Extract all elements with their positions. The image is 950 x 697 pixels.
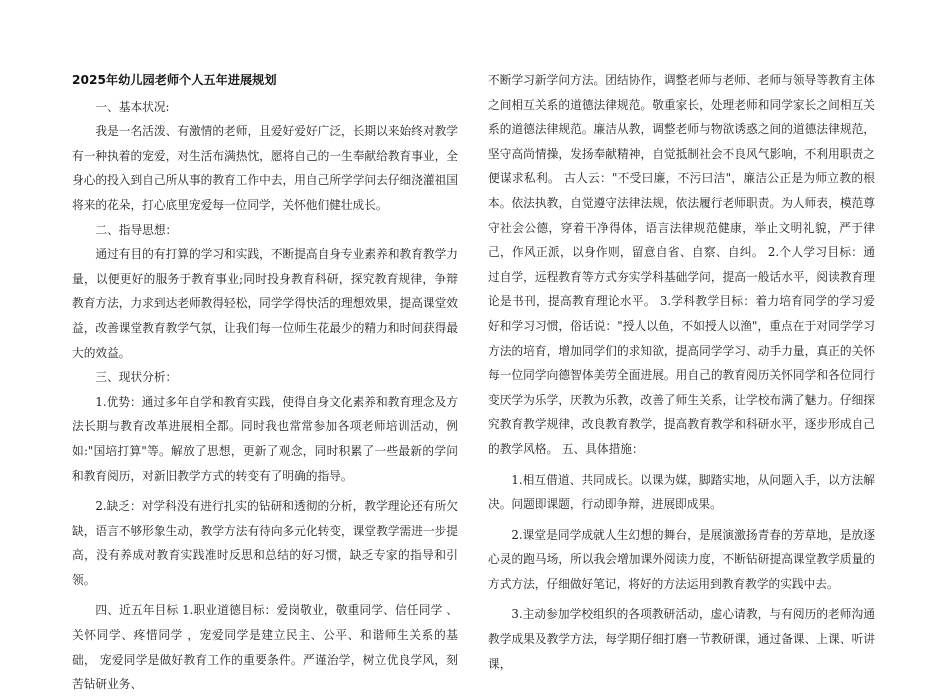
right-column xyxy=(488,68,875,676)
paragraph-basic-situation: 我是一名活泼、有激情的老师，且爱好爱好广泛，长期以来始终对教学有一种执着的宠爱，对生活布满热忱，愿将自己的一生奉献给教育事业，全身心的投入到自己所从事的教育工作中去，用自己所学学问去仔细浇灌祖国将来的花朵，打心底里宠爱每一位同学，关怀他们健壮成长。 xyxy=(72,124,458,212)
paragraph-five-year-goals: 四、近五年目标 1.职业道德目标：爱岗敬业，敬重同学、信任同学 、关怀同学、疼惜同学 ，宠爱同学是建立民主、公平、和谐师生关系的基础， 宠爱同学是做好教育工作的重要条件。严谨治学，树立优良学风，刻苦钻研业务、 xyxy=(72,603,458,692)
section-heading-status-analysis: 三、现状分析： xyxy=(95,370,178,385)
paragraph-guiding-thought: 通过有目的有打算的学习和实践，不断提高自身专业素养和教育教学力量，以便更好的服务于教育事业;同时投身教育科研，探究教育规律，争辩教育方法，力求到达老师教得轻松，同学学得快活的理想效果，提高课堂效益，改善课堂教育教学气氛，让我们每一位师生花最少的精力和时间获得最大的效益。 xyxy=(72,247,458,360)
paragraph-shortcomings: 2.缺乏：对学科没有进行扎实的钻研和透彻的分析，教学理论还有所欠缺，语言不够形象生动，教学方法有待向多元化转变，课堂教学需进一步提高，没有养成对教育实践准时反思和总结的好习惯，缺乏专家的指导和引领。 xyxy=(72,499,458,587)
section-heading-basic-situation: 一、基本状况: xyxy=(95,99,170,114)
paragraph-goals-continued: 不断学习新学问方法。团结协作，调整老师与老师、老师与领导等教育主体之间相互关系的道德法律规范。敬重家长，处理老师和同学家长之间相互关系的道德法律规范。廉洁从教，调整老师与物欲诱惑之间的道德法律规范，坚守高尚情操，发扬奉献精神，自觉抵制社会不良风气影响，不利用职责之便谋求私利。 古人云："不受曰廉，不污曰洁"，廉洁公正是为师立教的根本。依法执教，自觉遵守法律法规，依法履行老师职责。为人师表，模范尊守社会公德，穿着干净得体，语言法律规范健康，举止文明礼貌，严于律己，作风正派，以身作则，留意自省、自察、自纠。 2.个人学习目标：通过自学，远程教育等方式夯实学科基础学问，提高一般话水平，阅读教育理论是书刊，提高教育理论水平。 3.学科教学目标：着力培育同学的学习爱好和学习习惯，俗话说："授人以鱼，不如授人以渔"，重点在于对同学学习方法的培育，增加同学们的求知欲，提高同学学习、动手力量，真正的关怀每一位同学向德智体美劳全面进展。用自己的教育阅历关怀同学和各位同行变厌学为乐学，厌教为乐教，改善了师生关系，让学校布满了魅力。仔细探究教育教学规律，改良教育教学，提高教育教学和科研水平，逐步形成自己的教学风格。 五、具体措施： xyxy=(488,73,875,456)
paragraph-measure-3: 3.主动参加学校组织的各项教研活动，虚心请教，与有阅历的老师沟通教学成果及教学方法，每学期仔细打磨一节教研课，通过备课、上课、听讲课， xyxy=(488,607,875,671)
paragraph-measure-1: 1.相互借道、共同成长。以课为媒，脚踏实地，从问题入手，以方法解决。问题即课题，行动即争辩，进展即成果。 xyxy=(488,472,875,512)
section-heading-guiding-thought: 二、指导思想： xyxy=(95,222,178,237)
document-title: 2025年幼儿园老师个人五年进展规划 xyxy=(72,73,277,87)
left-column xyxy=(72,68,458,697)
paragraph-advantages: 1.优势：通过多年自学和教育实践，使得自身文化素养和教育理念及方法长期与教育改革进展相全都。同时我也常常参加各项老师培训活动，例如:"国培打算"等。解放了思想，更新了观念，同时积累了一些最新的学问和教育阅历，对新旧教学方式的转变有了明确的指导。 xyxy=(72,394,458,483)
paragraph-measure-2: 2.课堂是同学成就人生幻想的舞台，是展演激扬青春的芳草地，是放逐心灵的跑马场，所以我会增加课外阅读力度，不断钻研提高课堂教学质量的方式方法，仔细做好笔记，将好的方法运用到教育教学的实践中去。 xyxy=(488,527,875,591)
